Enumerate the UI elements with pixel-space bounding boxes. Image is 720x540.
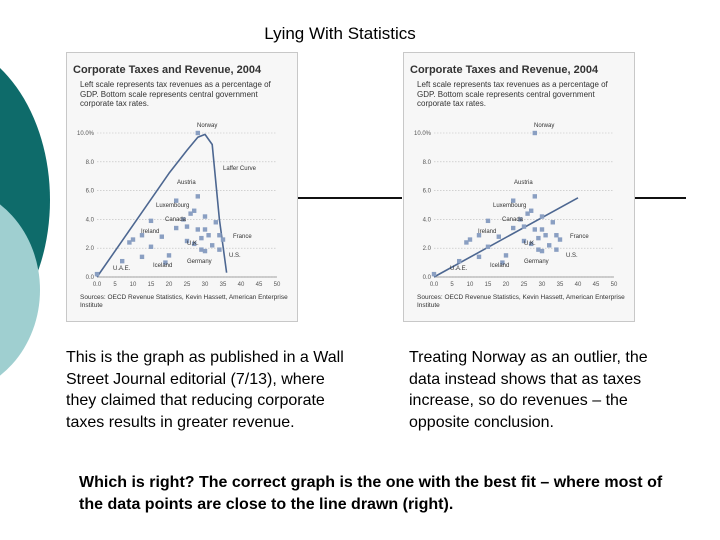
x-tick-label: 10 xyxy=(466,282,474,288)
x-tick-label: 50 xyxy=(610,282,618,288)
chart-panel-original xyxy=(66,52,298,322)
data-point xyxy=(477,255,481,259)
data-point xyxy=(217,247,221,251)
x-tick-label: 30 xyxy=(201,282,209,288)
x-tick-label: 50 xyxy=(273,282,281,288)
data-point xyxy=(167,253,171,257)
y-tick-label: 8.0 xyxy=(422,159,431,166)
x-tick-label: 15 xyxy=(484,282,492,288)
chart-outlier xyxy=(404,53,634,321)
country-labels xyxy=(113,123,257,272)
axes xyxy=(77,131,281,288)
data-point xyxy=(140,255,144,259)
chart-subtitle-box xyxy=(417,80,627,120)
chart-source: Sources: OECD Revenue Statistics, Kevin Hassett, American Enterprise Institute xyxy=(417,294,625,309)
data-point xyxy=(199,236,203,240)
data-point xyxy=(522,224,526,228)
data-point xyxy=(497,234,501,238)
data-point xyxy=(554,247,558,251)
data-point xyxy=(540,227,544,231)
label-iceland: Iceland xyxy=(490,263,510,269)
chart-title: Corporate Taxes and Revenue, 2004 xyxy=(410,64,599,76)
country-labels xyxy=(450,123,589,272)
data-point xyxy=(511,226,515,230)
data-point xyxy=(120,259,124,263)
y-tick-label: 10.0% xyxy=(413,131,431,137)
y-tick-label: 6.0 xyxy=(422,188,431,195)
label-norway: Norway xyxy=(534,123,555,129)
divider-line-left xyxy=(290,197,402,199)
x-tick-label: 20 xyxy=(165,282,173,288)
data-point xyxy=(457,259,461,263)
conclusion-note: Which is right? The correct graph is the one with the best fit – where most of the data points are close to the line drawn (right). xyxy=(79,474,663,513)
label-germany: Germany xyxy=(524,259,549,265)
y-tick-label: 4.0 xyxy=(422,217,431,224)
data-point xyxy=(160,234,164,238)
data-point xyxy=(185,224,189,228)
x-tick-label: 25 xyxy=(183,282,191,288)
label-germany: Germany xyxy=(187,259,212,265)
label-us: U.S. xyxy=(229,253,241,259)
x-tick-label: 25 xyxy=(520,282,528,288)
x-tick-label: 45 xyxy=(592,282,600,288)
data-point xyxy=(221,237,225,241)
label-france: France xyxy=(570,234,589,240)
x-tick-label: 0.0 xyxy=(92,282,102,288)
chart-subtitle: Left scale represents tax revenues as a percentage of GDP. Bottom scale represents central government corporate tax rates. xyxy=(80,80,271,108)
data-point xyxy=(432,272,436,276)
x-tick-label: 0.0 xyxy=(429,282,439,288)
data-point xyxy=(192,209,196,213)
data-point xyxy=(203,214,207,218)
y-tick-label: 0.0 xyxy=(85,275,94,281)
data-point xyxy=(196,194,200,198)
data-point xyxy=(95,272,99,276)
data-point xyxy=(131,237,135,241)
data-point xyxy=(486,245,490,249)
data-point xyxy=(558,237,562,241)
x-tick-label: 15 xyxy=(147,282,155,288)
data-point xyxy=(210,243,214,247)
divider-line-right xyxy=(634,197,686,199)
y-tick-label: 10.0% xyxy=(76,131,94,137)
data-point xyxy=(543,233,547,237)
label-canada: Canada xyxy=(165,217,187,223)
label-uae: U.A.E. xyxy=(450,266,468,272)
data-point xyxy=(468,237,472,241)
chart-subtitle-box xyxy=(80,80,290,120)
chart-source-box xyxy=(417,294,629,318)
x-tick-label: 5 xyxy=(113,282,117,288)
data-point xyxy=(196,131,200,135)
caption-original: This is the graph as published in a Wall Street Journal editorial (7/13), where they claimed that reducing corporate taxes results in greater revenue. xyxy=(66,349,344,431)
label-iceland: Iceland xyxy=(153,263,173,269)
label-uk: U.K. xyxy=(524,241,536,247)
y-tick-label: 2.0 xyxy=(422,246,431,253)
chart-source-box xyxy=(80,294,292,318)
data-point xyxy=(533,227,537,231)
label-us: U.S. xyxy=(566,253,578,259)
data-point xyxy=(217,233,221,237)
data-point xyxy=(504,253,508,257)
data-point xyxy=(174,226,178,230)
data-point xyxy=(529,209,533,213)
data-point xyxy=(203,227,207,231)
data-point xyxy=(203,249,207,253)
label-luxembourg: Luxembourg xyxy=(156,203,190,209)
data-point xyxy=(196,227,200,231)
chart-original xyxy=(67,53,297,321)
x-tick-label: 45 xyxy=(255,282,263,288)
x-tick-label: 40 xyxy=(574,282,582,288)
x-tick-label: 35 xyxy=(556,282,564,288)
label-luxembourg: Luxembourg xyxy=(493,203,527,209)
x-tick-label: 40 xyxy=(237,282,245,288)
label-canada: Canada xyxy=(502,217,524,223)
label-norway: Norway xyxy=(197,123,218,129)
caption-outlier: Treating Norway as an outlier, the data instead shows that as taxes increase, so do revenues – the opposite conclusion. xyxy=(409,349,648,431)
y-tick-label: 8.0 xyxy=(85,159,94,166)
x-tick-label: 20 xyxy=(502,282,510,288)
label-laffer-curve: Laffer Curve xyxy=(223,166,256,172)
slide-title: Lying With Statistics xyxy=(264,24,416,43)
chart-title: Corporate Taxes and Revenue, 2004 xyxy=(73,64,262,76)
data-point xyxy=(554,233,558,237)
label-ireland: Ireland xyxy=(141,229,160,235)
y-tick-label: 0.0 xyxy=(422,275,431,281)
label-ireland: Ireland xyxy=(478,229,497,235)
label-uae: U.A.E. xyxy=(113,266,131,272)
data-point xyxy=(533,194,537,198)
axes xyxy=(414,131,618,288)
data-point xyxy=(540,249,544,253)
data-point xyxy=(536,236,540,240)
data-point xyxy=(533,131,537,135)
label-austria: Austria xyxy=(514,180,533,186)
label-france: France xyxy=(233,234,252,240)
data-point xyxy=(486,219,490,223)
data-point xyxy=(149,245,153,249)
y-tick-label: 2.0 xyxy=(85,246,94,253)
data-point xyxy=(540,214,544,218)
label-austria: Austria xyxy=(177,180,196,186)
y-tick-label: 4.0 xyxy=(85,217,94,224)
y-tick-label: 6.0 xyxy=(85,188,94,195)
x-tick-label: 10 xyxy=(129,282,137,288)
chart-subtitle: Left scale represents tax revenues as a percentage of GDP. Bottom scale represents central government corporate tax rates. xyxy=(417,80,608,108)
chart-panel-outlier xyxy=(403,52,635,322)
data-point xyxy=(149,219,153,223)
chart-source: Sources: OECD Revenue Statistics, Kevin Hassett, American Enterprise Institute xyxy=(80,294,288,309)
data-point xyxy=(551,220,555,224)
label-uk: U.K. xyxy=(187,241,199,247)
x-tick-label: 35 xyxy=(219,282,227,288)
x-tick-label: 30 xyxy=(538,282,546,288)
x-tick-label: 5 xyxy=(450,282,454,288)
data-point xyxy=(214,220,218,224)
data-point xyxy=(206,233,210,237)
data-point xyxy=(547,243,551,247)
